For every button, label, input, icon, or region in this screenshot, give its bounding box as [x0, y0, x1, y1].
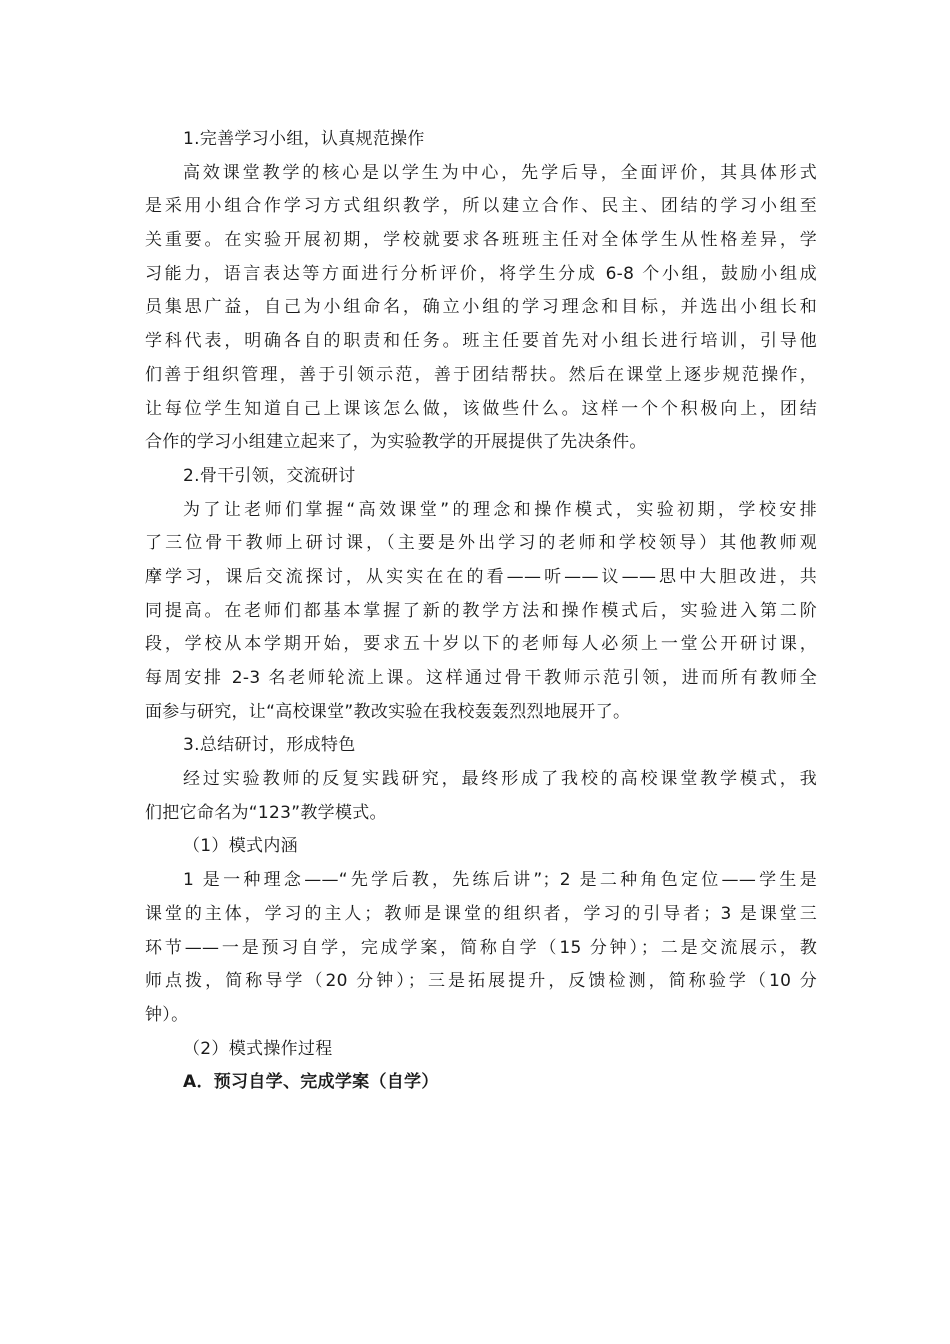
text-line: 摩学习，课后交流探讨，从实实在在的看——听——议——思中大胆改进，共 [145, 566, 817, 587]
text-line: 习能力，语言表达等方面进行分析评价，将学生分成 6-8 个小组，鼓励小组成 [145, 263, 817, 284]
text-line: 高效课堂教学的核心是以学生为中心，先学后导，全面评价，其具体形式 [183, 162, 817, 183]
text-line: 同提高。在老师们都基本掌握了新的教学方法和操作模式后，实验进入第二阶 [145, 600, 817, 621]
text-line: 师点拨，简称导学（20 分钟）；三是拓展提升，反馈检测，简称验学（10 分 [145, 971, 817, 992]
text-line: 3.总结研讨，形成特色 [183, 735, 356, 756]
text-line: 课堂的主体，学习的主人；教师是课堂的组织者，学习的引导者；3 是课堂三 [145, 903, 817, 924]
text-line: （1）模式内涵 [183, 836, 298, 857]
text-line: 面参与研究，让“高校课堂”教改实验在我校轰轰烈烈地展开了。 [145, 701, 631, 722]
text-line: 1 是一种理念——“先学后教，先练后讲”；2 是二种角色定位——学生是 [183, 870, 817, 891]
text-line: 2.骨干引领，交流研讨 [183, 465, 356, 486]
text-line: 学科代表，明确各自的职责和任务。班主任要首先对小组长进行培训，引导他 [145, 331, 817, 352]
text-line: 段，学校从本学期开始，要求五十岁以下的老师每人必须上一堂公开研讨课， [145, 634, 817, 655]
text-line: 为了让老师们掌握“高效课堂”的理念和操作模式，实验初期，学校安排 [183, 499, 817, 520]
subsection-heading: A．预习自学、完成学案（自学） [183, 1072, 439, 1093]
text-line: 经过实验教师的反复实践研究，最终形成了我校的高校课堂教学模式，我 [183, 769, 817, 790]
text-line: 员集思广益，自己为小组命名，确立小组的学习理念和目标，并选出小组长和 [145, 297, 817, 318]
text-line: 们善于组织管理，善于引领示范，善于团结帮扶。然后在课堂上逐步规范操作， [145, 364, 817, 385]
text-line: 每周安排 2-3 名老师轮流上课。这样通过骨干教师示范引领，进而所有教师全 [145, 668, 817, 688]
text-line: （2）模式操作过程 [183, 1038, 333, 1059]
text-line: 合作的学习小组建立起来了，为实验教学的开展提供了先决条件。 [145, 432, 647, 453]
text-line: 1.完善学习小组，认真规范操作 [183, 129, 425, 149]
text-line: 是采用小组合作学习方式组织教学，所以建立合作、民主、团结的学习小组至 [145, 196, 817, 217]
text-line: 让每位学生知道自己上课该怎么做，该做些什么。这样一个个积极向上，团结 [145, 398, 817, 419]
text-line: 钟）。 [145, 1004, 189, 1025]
text-line: 环节——一是预习自学，完成学案，简称自学（15 分钟）；二是交流展示，教 [145, 937, 817, 958]
document-body [145, 123, 817, 1100]
text-line: 们把它命名为“123”教学模式。 [145, 802, 387, 823]
text-line: 了三位骨干教师上研讨课，（主要是外出学习的老师和学校领导）其他教师观 [145, 533, 817, 554]
text-line: 关重要。在实验开展初期，学校就要求各班班主任对全体学生从性格差异，学 [145, 230, 817, 251]
